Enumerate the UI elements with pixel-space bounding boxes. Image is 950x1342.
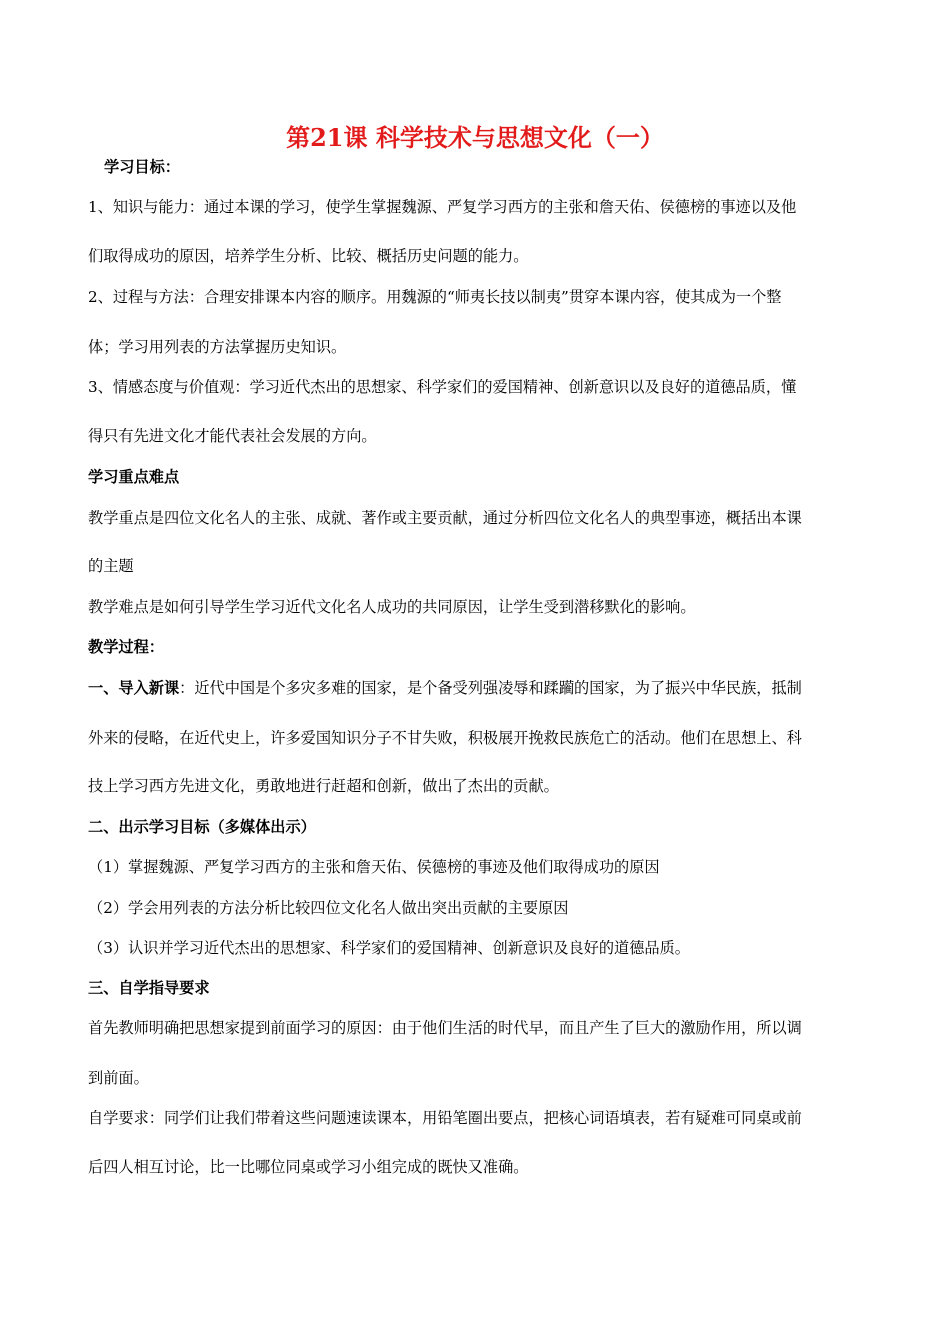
objective-3-line-2: 得只有先进文化才能代表社会发展的方向。: [88, 427, 377, 445]
key-focus-line-1: 教学重点是四位文化名人的主张、成就、著作或主要贡献，通过分析四位文化名人的典型事迹，概括出本课: [88, 509, 802, 527]
self-study-heading: 三、自学指导要求: [88, 979, 210, 997]
objective-1-line-2: 们取得成功的原因，培养学生分析、比较、概括历史问题的能力。: [88, 247, 529, 265]
key-focus-line-2: 的主题: [88, 557, 134, 575]
self-study-line-1: 首先教师明确把思想家提到前面学习的原因：由于他们生活的时代早，而且产生了巨大的激励作用，所以调: [88, 1019, 802, 1037]
intro-line-1: [88, 678, 802, 698]
goal-item-1: （1）掌握魏源、严复学习西方的主张和詹天佑、侯德榜的事迹及他们取得成功的原因: [88, 858, 660, 876]
objective-1-line-1: 1、知识与能力：通过本课的学习，使学生掌握魏源、严复学习西方的主张和詹天佑、侯德榜的事迹以及他: [88, 198, 797, 216]
page-title: 第21课 科学技术与思想文化（一）: [286, 123, 664, 152]
goal-item-2: （2）学会用列表的方法分析比较四位文化名人做出突出贡献的主要原因: [88, 899, 569, 917]
intro-text: ：近代中国是个多灾多难的国家，是个备受列强凌辱和蹂躏的国家，为了振兴中华民族，抵制: [179, 679, 802, 697]
key-points-heading: 学习重点难点: [88, 468, 180, 486]
intro-label: 一、导入新课: [88, 679, 180, 697]
intro-line-2: 外来的侵略，在近代史上，许多爱国知识分子不甘失败，积极展开挽救民族危亡的活动。他们在思想上、科: [88, 729, 802, 747]
process-heading: 教学过程：: [88, 638, 164, 656]
intro-line-3: 技上学习西方先进文化，勇敢地进行赶超和创新，做出了杰出的贡献。: [88, 777, 559, 795]
key-difficulty: 教学难点是如何引导学生学习近代文化名人成功的共同原因，让学生受到潜移默化的影响。: [88, 598, 696, 616]
objective-3-line-1: 3、情感态度与价值观：学习近代杰出的思想家、科学家们的爱国精神、创新意识以及良好的道德品质，懂: [88, 378, 797, 396]
self-study-line-4: 后四人相互讨论，比一比哪位同桌或学习小组完成的既快又准确。: [88, 1158, 529, 1176]
objective-2-line-1: 2、过程与方法：合理安排课本内容的顺序。用魏源的“师夷长技以制夷”贯穿本课内容，使其成为一个整: [88, 288, 782, 306]
objectives-heading: 学习目标：: [104, 158, 180, 176]
show-goals-heading: 二、出示学习目标（多媒体出示）: [88, 818, 316, 836]
objective-2-line-2: 体；学习用列表的方法掌握历史知识。: [88, 338, 347, 356]
goal-item-3: （3）认识并学习近代杰出的思想家、科学家们的爱国精神、创新意识及良好的道德品质。: [88, 939, 690, 957]
self-study-line-2: 到前面。: [88, 1069, 149, 1087]
self-study-line-3: 自学要求：同学们让我们带着这些问题速读课本，用铅笔圈出要点，把核心词语填表，若有疑难可同桌或前: [88, 1109, 802, 1127]
